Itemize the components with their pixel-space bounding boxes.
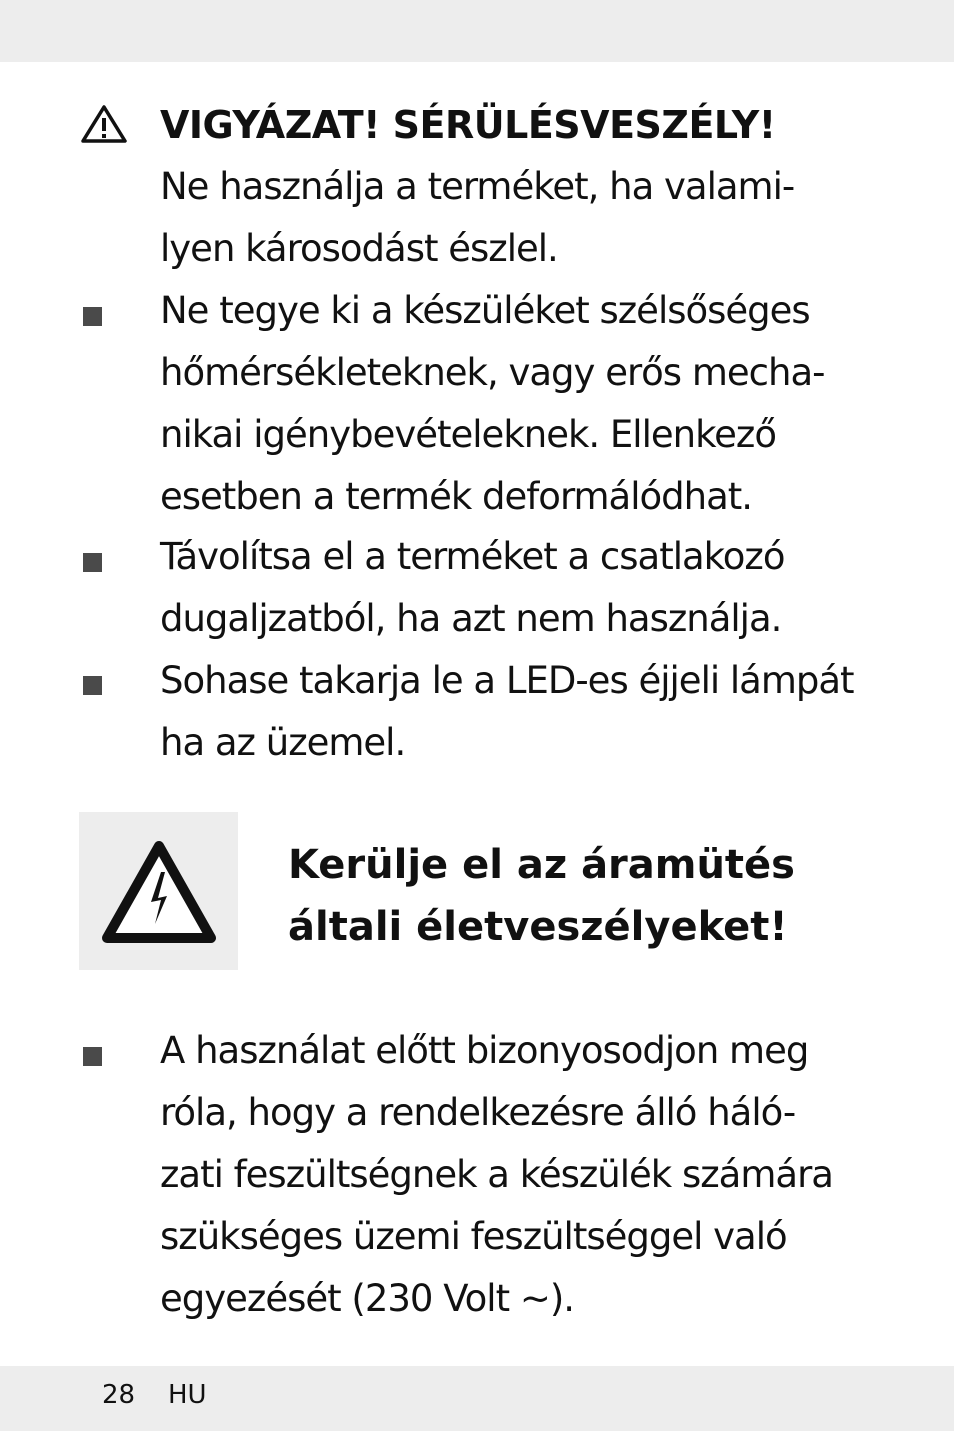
text-line: dugaljzatból, ha azt nem használja. <box>160 597 782 640</box>
language-code: HU <box>168 1380 207 1410</box>
page-number: 28 <box>102 1380 136 1410</box>
text-line: esetben a termék deformálódhat. <box>160 475 753 518</box>
text-line: Ne használja a terméket, ha valami- <box>160 165 795 208</box>
electric-shock-warning-box <box>79 812 238 970</box>
text-line: lyen károsodást észlel. <box>160 227 558 270</box>
electric-shock-heading <box>288 834 795 958</box>
bullet-item-voltage-check <box>160 1020 920 1330</box>
heading-line: Kerülje el az áramütés <box>288 842 795 888</box>
top-band <box>0 0 954 62</box>
heading-line: általi életveszélyeket! <box>288 904 788 950</box>
text-line: Sohase takarja le a LED-es éjjeli lámpát <box>160 659 854 702</box>
text-line: zati feszültségnek a készülék számára <box>160 1153 833 1196</box>
text-line: Távolítsa el a terméket a csatlakozó <box>160 535 785 578</box>
bullet-item-do-not-cover <box>160 650 920 774</box>
bullet-item-extreme-conditions <box>160 280 920 528</box>
warning-triangle-icon <box>80 104 128 144</box>
bullet-square-icon <box>83 307 102 326</box>
high-voltage-icon <box>101 840 217 944</box>
text-line: egyezését (230 Volt ~). <box>160 1277 575 1320</box>
text-line: szükséges üzemi feszültséggel való <box>160 1215 787 1258</box>
text-line: A használat előtt bizonyosodjon meg <box>160 1029 809 1072</box>
bullet-square-icon <box>83 1047 102 1066</box>
warning-text <box>160 156 920 280</box>
bottom-band <box>0 1366 954 1431</box>
text-line: ha az üzemel. <box>160 721 406 764</box>
text-line: Ne tegye ki a készüléket szélsőséges <box>160 289 810 332</box>
warning-title: VIGYÁZAT! SÉRÜLÉSVESZÉLY! <box>160 103 776 147</box>
bullet-item-unplug <box>160 526 920 650</box>
bullet-square-icon <box>83 676 102 695</box>
bullet-square-icon <box>83 553 102 572</box>
text-line: nikai igénybevételeknek. Ellenkező <box>160 413 776 456</box>
text-line: hőmérsékleteknek, vagy erős mecha- <box>160 351 825 394</box>
text-line: róla, hogy a rendelkezésre álló háló- <box>160 1091 796 1134</box>
